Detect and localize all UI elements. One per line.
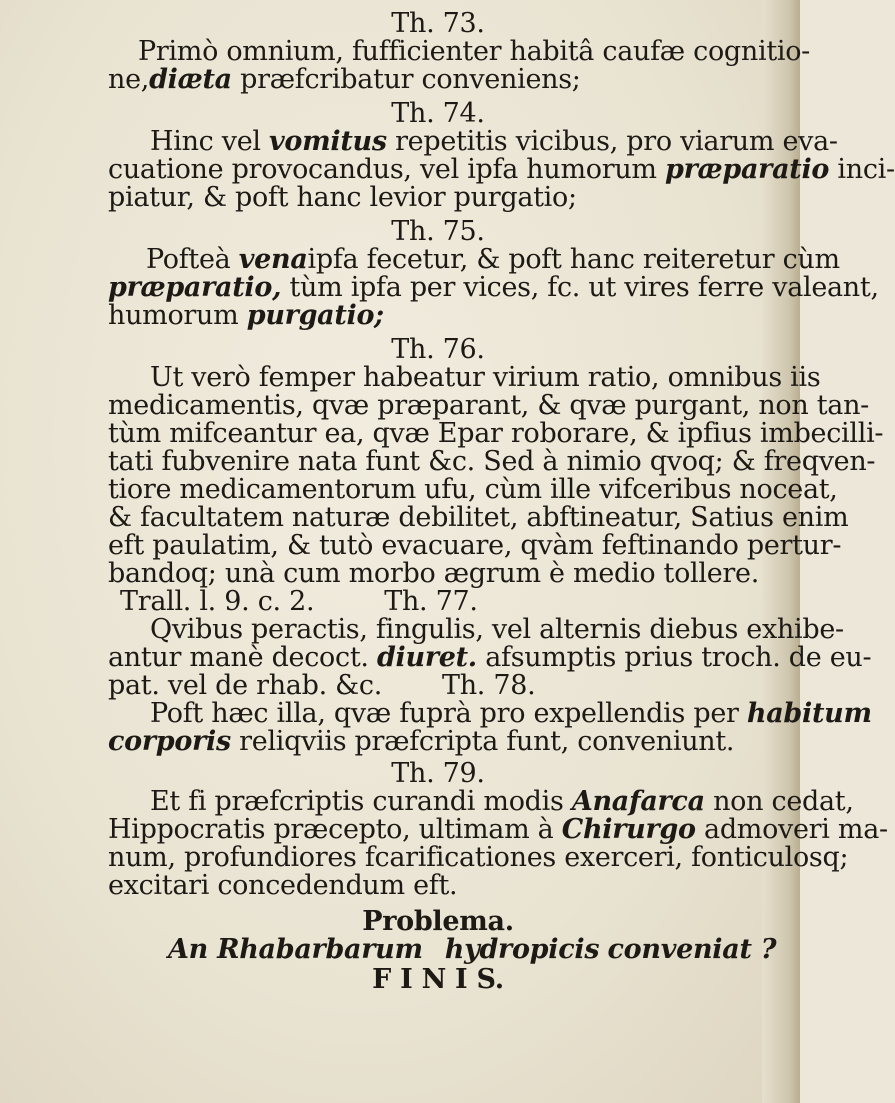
- line-text: pat. vel de rhab. &c.: [108, 670, 382, 701]
- line-text: præfcribatur conveniens;: [240, 64, 581, 95]
- line-text: reliqviis præfcripta funt, conveniunt.: [239, 726, 735, 757]
- line-76-8: [108, 560, 768, 588]
- line-ref-th-77: [108, 588, 768, 616]
- line-text: non cedat,: [713, 786, 854, 817]
- italic-term: purgatio;: [246, 300, 384, 331]
- line-78-2: [108, 728, 768, 756]
- heading-text: Problema.: [362, 906, 514, 937]
- line-75-3: [108, 302, 768, 330]
- italic-term: præparatio,: [108, 272, 282, 303]
- line-74-3: [108, 184, 768, 212]
- line-text: cuatione provocandus, vel ipfa humorum: [108, 154, 657, 185]
- heading-th-76: [108, 336, 768, 364]
- heading-text: Th. 76.: [391, 334, 485, 365]
- italic-term: vena: [238, 244, 308, 275]
- line-76-6: [108, 502, 849, 533]
- line-text: bandoq; unà cum morbo ægrum è medio tollere.: [108, 558, 759, 589]
- line-text: num, profundiores fcarificationes exerceri, fonticulosq;: [108, 842, 849, 873]
- heading-th-79: [108, 760, 768, 788]
- line-text: Hinc vel: [150, 126, 261, 157]
- heading-text: Th. 77.: [384, 586, 478, 617]
- italic-term: conveniat ?: [607, 934, 777, 965]
- problema-heading: [108, 908, 768, 936]
- line-76-4: [108, 446, 876, 477]
- line-79-1: [108, 786, 854, 817]
- line-text: Qvibus peractis, fingulis, vel alternis diebus exhibe-: [150, 614, 844, 645]
- italic-term: diæta: [149, 64, 232, 95]
- italic-term: An Rhabarbarum: [168, 934, 423, 965]
- line-text: inci-: [837, 154, 895, 185]
- line-73-2: [108, 66, 768, 94]
- page-text-body: [108, 0, 895, 995]
- italic-term: diuret.: [376, 642, 477, 673]
- line-text: tati fubvenire nata funt &c. Sed à nimio qvoq; & freqven-: [108, 446, 876, 477]
- line-77-2: [108, 642, 872, 673]
- heading-text: Th. 78.: [441, 670, 536, 701]
- line-text: afsumptis prius troch. de eu-: [485, 642, 872, 673]
- line-text: Pofteà: [146, 244, 231, 275]
- line-77-3: [108, 672, 768, 700]
- line-73-1: [108, 36, 810, 67]
- line-76-3: [108, 418, 884, 449]
- line-text: Primò omnium, fufficienter habitâ caufæ cognitio-: [138, 36, 810, 67]
- line-75-1: [108, 244, 840, 275]
- line-text: excitari concedendum eft.: [108, 870, 458, 901]
- line-79-2: [108, 814, 888, 845]
- line-text: medicamentis, qvæ præparant, & qvæ purgant, non tan-: [108, 390, 870, 421]
- line-text: tùm mifceantur ea, qvæ Epar roborare, & ipfius imbecilli-: [108, 418, 884, 449]
- line-text: ne,: [108, 64, 150, 95]
- heading-text: Th. 79.: [391, 758, 485, 789]
- line-text: Hippocratis præcepto, ultimam à: [108, 814, 554, 845]
- line-text: eft paulatim, & tutò evacuare, qvàm feftinando pertur-: [108, 530, 842, 561]
- italic-term: præparatio: [665, 154, 830, 185]
- problema-question: [108, 934, 777, 965]
- line-text: antur manè decoct.: [108, 642, 369, 673]
- line-76-1: [108, 362, 821, 393]
- italic-term: Anafarca: [571, 786, 705, 817]
- line-76-7: [108, 530, 842, 561]
- heading-text: Th. 75.: [391, 216, 485, 247]
- finis-heading: [108, 966, 768, 994]
- line-79-3: [108, 842, 849, 873]
- line-text: Poft hæc illa, qvæ fuprà pro expellendis per: [150, 698, 739, 729]
- line-text: admoveri ma-: [704, 814, 888, 845]
- heading-th-75: [108, 218, 768, 246]
- italic-term: hydropicis: [444, 934, 600, 965]
- italic-term: corporis: [108, 726, 231, 757]
- line-78-1: [108, 698, 872, 729]
- heading-th-73: [108, 10, 768, 38]
- italic-term: vomitus: [269, 126, 387, 157]
- line-76-2: [108, 390, 870, 421]
- italic-term: habitum: [746, 698, 872, 729]
- line-text: tùm ipfa per vices, fc. ut vires ferre valeant,: [289, 272, 879, 303]
- line-76-5: [108, 474, 838, 505]
- line-74-1: [108, 126, 838, 157]
- line-79-4: [108, 872, 768, 900]
- line-text: repetitis vicibus, pro viarum eva-: [395, 126, 838, 157]
- line-text: humorum: [108, 300, 239, 331]
- line-text: Ut verò femper habeatur virium ratio, omnibus iis: [150, 362, 821, 393]
- italic-term: Chirurgo: [561, 814, 696, 845]
- line-77-1: [108, 614, 844, 645]
- heading-text: Th. 74.: [391, 98, 485, 129]
- citation-text: Trall. l. 9. c. 2.: [120, 586, 315, 617]
- line-75-2: [108, 272, 879, 303]
- line-text: & facultatem naturæ debilitet, abftineatur, Satius enim: [108, 502, 849, 533]
- heading-text: F I N I S.: [372, 964, 504, 995]
- heading-text: Th. 73.: [391, 8, 485, 39]
- line-text: tiore medicamentorum ufu, cùm ille vifceribus noceat,: [108, 474, 838, 505]
- line-74-2: [108, 154, 895, 185]
- heading-th-74: [108, 100, 768, 128]
- line-text: piatur, & poft hanc levior purgatio;: [108, 182, 577, 213]
- line-text: Et fi præfcriptis curandi modis: [150, 786, 564, 817]
- line-text: ipfa fecetur, & poft hanc reiteretur cùm: [307, 244, 840, 275]
